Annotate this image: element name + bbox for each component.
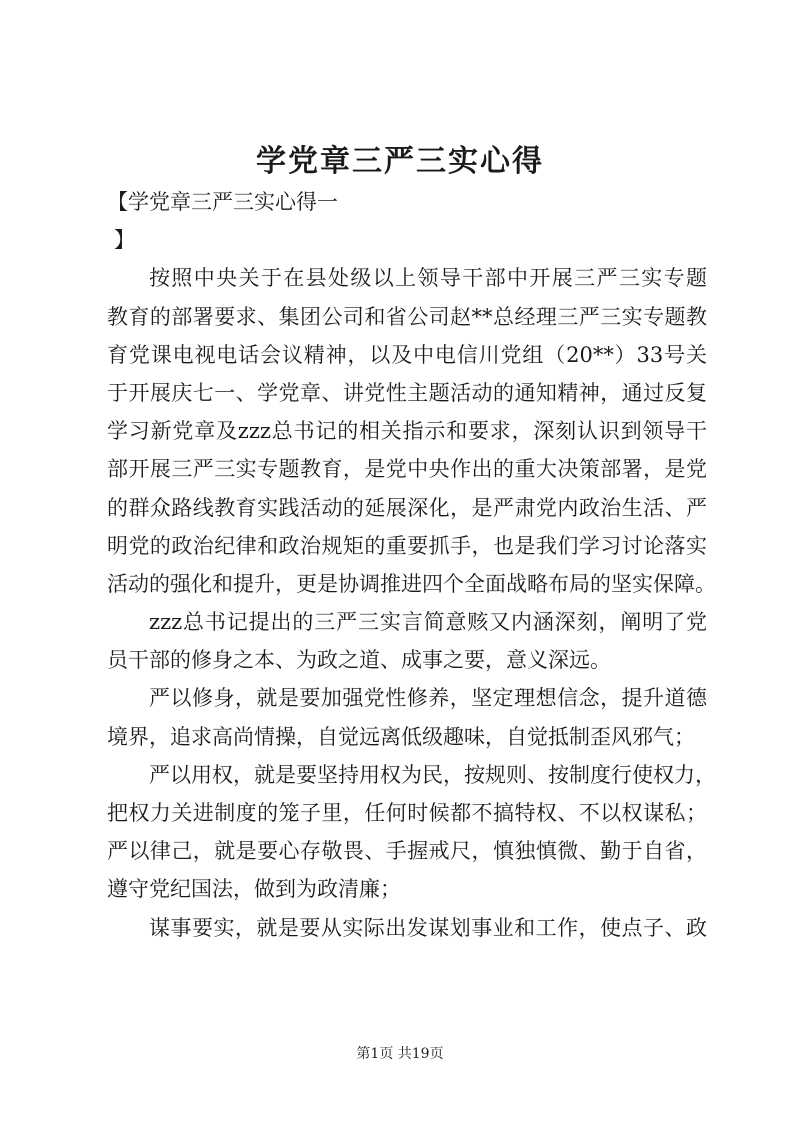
body-line: 学习新党章及zzz总书记的相关指示和要求，深刻认识到领导干 (107, 419, 707, 444)
body-line: 明党的政治纪律和政治规矩的重要抓手，也是我们学习讨论落实 (107, 533, 707, 558)
body-line: 境界，追求高尚情操，自觉远离低级趣味，自觉抵制歪风邪气； (107, 724, 695, 749)
body-line: 严以修身，就是要加强党性修养，坚定理想信念，提升道德 (149, 686, 707, 711)
body-line: zzz总书记提出的三严三实言简意赅又内涵深刻，阐明了党 (149, 610, 707, 635)
body-line: 严以律己，就是要心存敬畏、手握戒尺，慎独慎微、勤于自省， (107, 839, 707, 864)
body-line: 把权力关进制度的笼子里，任何时候都不搞特权、不以权谋私； (107, 801, 707, 825)
body-line: 【学党章三严三实心得一 (107, 190, 338, 214)
body-line: 于开展庆七一、学党章、讲党性主题活动的通知精神，通过反复 (107, 380, 707, 405)
body-line: 部开展三严三实专题教育，是党中央作出的重大决策部署，是党 (107, 457, 707, 482)
body-line: 按照中央关于在县处级以上领导干部中开展三严三实专题 (149, 266, 707, 291)
body-line: 谋事要实，就是要从实际出发谋划事业和工作，使点子、政 (149, 915, 707, 940)
document-body (107, 183, 716, 947)
body-line: 遵守党纪国法，做到为政清廉； (107, 877, 401, 902)
document-title: 学党章三严三实心得 (256, 144, 544, 179)
body-line: 育党课电视电话会议精神，以及中电信川党组（20**）33号关 (107, 342, 707, 367)
body-line: 活动的强化和提升，更是协调推进四个全面战略布局的坚实保障。 (107, 571, 716, 596)
body-line: 严以用权，就是要坚持用权为民，按规则、按制度行使权力， (149, 762, 716, 787)
page-number-footer: 第1页 共19页 (356, 1046, 444, 1062)
body-line: 员干部的修身之本、为政之道、成事之要，意义深远。 (107, 648, 611, 673)
body-line: 】 (114, 228, 135, 253)
body-line: 教育的部署要求、集团公司和省公司赵**总经理三严三实专题教 (107, 304, 707, 329)
body-line: 的群众路线教育实践活动的延展深化，是严肃党内政治生活、严 (107, 495, 707, 520)
